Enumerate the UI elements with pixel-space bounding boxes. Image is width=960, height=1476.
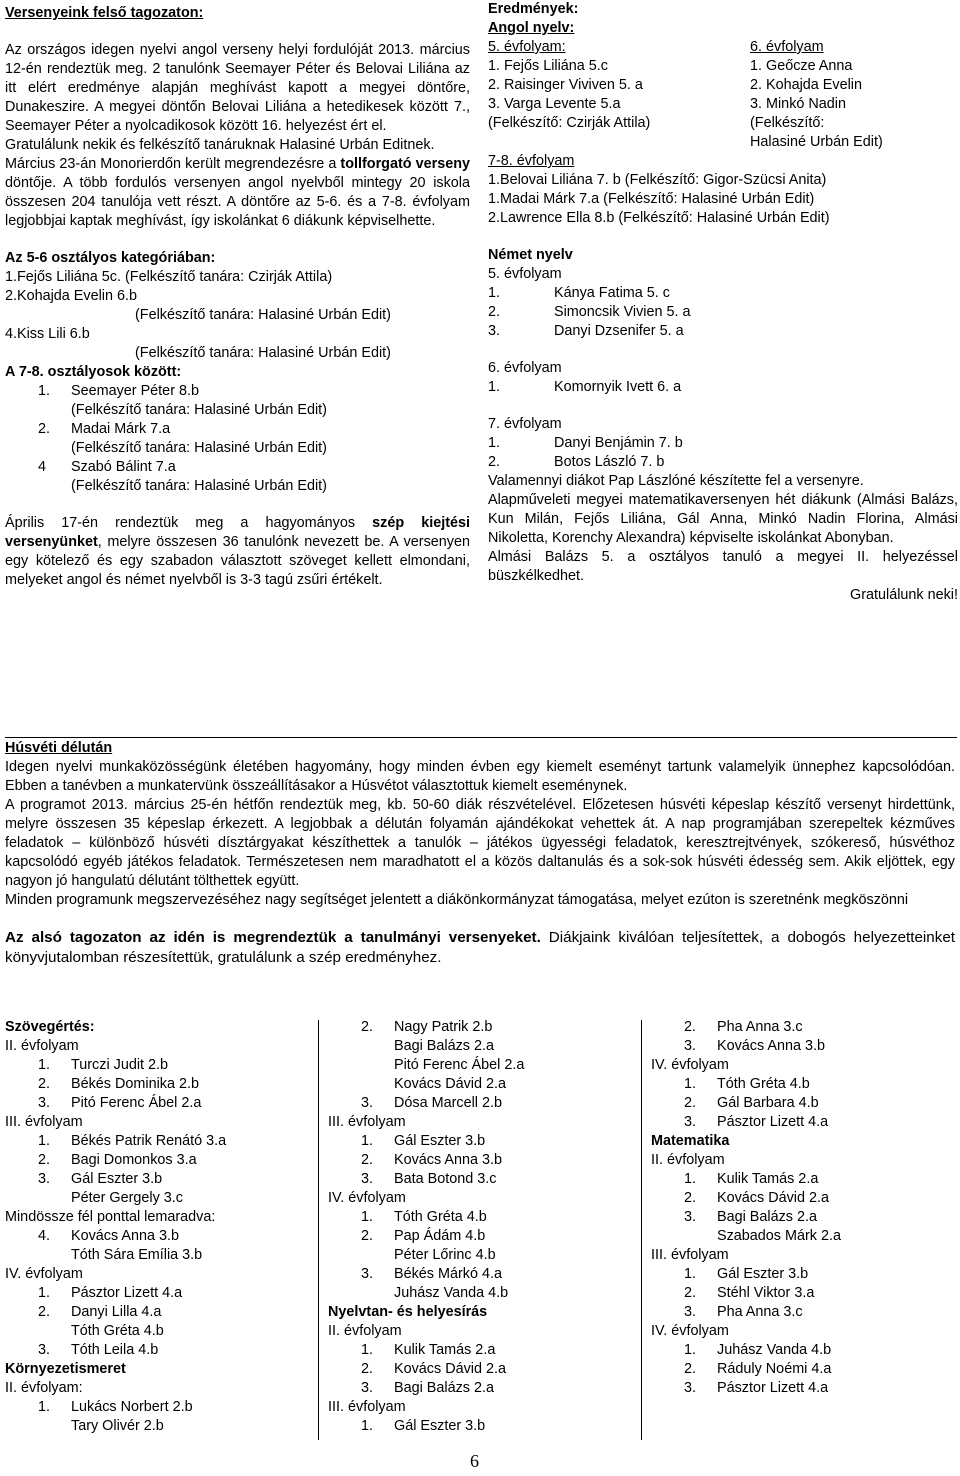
list-item xyxy=(651,1094,956,1113)
list-text: Tóth Leila 4.b xyxy=(71,1342,159,1358)
list-text: Danyi Dzsenifer 5. a xyxy=(554,323,684,339)
results-cell-grade5: 3. Varga Levente 5.a xyxy=(488,96,621,112)
list-item xyxy=(5,1094,315,1113)
list-number: 1. xyxy=(38,1057,51,1073)
list-item xyxy=(328,1170,638,1189)
german-grade5-label: 5. évfolyam xyxy=(488,266,562,282)
list-number: 1. xyxy=(488,285,501,301)
list-text: Kovács Anna 3.b xyxy=(394,1152,503,1168)
list-number: 1. xyxy=(361,1418,374,1434)
results-row xyxy=(488,57,958,76)
list-text: Gál Eszter 3.b xyxy=(71,1171,163,1187)
list-text: Bagi Balázs 2.a xyxy=(717,1209,817,1225)
results-cell-grade5: 1. Fejős Liliána 5.c xyxy=(488,58,608,74)
list-text: Gál Eszter 3.b xyxy=(717,1266,809,1282)
list-item xyxy=(328,1132,638,1151)
list-number: 3. xyxy=(684,1380,697,1396)
list-number xyxy=(5,477,71,496)
list-item xyxy=(5,1341,315,1360)
list-item xyxy=(5,1075,315,1094)
list-text: Botos László 7. b xyxy=(554,454,665,470)
list-text: Danyi Benjámin 7. b xyxy=(554,435,683,451)
german-grade5-list xyxy=(488,284,958,341)
list-text: Dósa Marcell 2.b xyxy=(394,1095,502,1111)
list-number: 4 xyxy=(38,459,47,475)
results-cell-grade5: 2. Raisinger Viviven 5. a xyxy=(488,77,643,93)
subject-heading: Környezetismeret xyxy=(5,1361,126,1377)
list-item xyxy=(488,434,958,453)
list-number: 4. xyxy=(38,1228,51,1244)
paragraph-tollforgato: Március 23-án Monorierdőn került megrendezésre a tollforgató verseny döntője. A több fordulós versenyen angol nyelvből mintegy 20 iskola összesen 204 tanulója vett részt. A döntőre az 5-6. és a 7-8. évfolyam legjobbjai kaptak meghívást, így iskolánkat 6 diákunk képviselhette. xyxy=(5,156,470,229)
list-number: 3. xyxy=(361,1095,374,1111)
list-text: Bagi Balázs 2.a xyxy=(394,1380,494,1396)
list-number: 3. xyxy=(38,1342,51,1358)
list-item: Kovács Dávid 2.a xyxy=(394,1076,506,1092)
list-number: 2. xyxy=(684,1190,697,1206)
list-text: (Felkészítő tanára: Halasiné Urbán Edit) xyxy=(71,440,327,456)
list-item: Péter Gergely 3.c xyxy=(71,1190,183,1206)
list-item xyxy=(651,1360,956,1379)
list-text: Kovács Dávid 2.a xyxy=(394,1361,506,1377)
german-grade6-list xyxy=(488,378,958,397)
list-item xyxy=(651,1341,956,1360)
grade-label: III. évfolyam xyxy=(328,1399,406,1415)
subject-heading: Matematika xyxy=(651,1133,730,1149)
list-text: Pásztor Lizett 4.a xyxy=(71,1285,183,1301)
list-text: Kánya Fatima 5. c xyxy=(554,285,670,301)
congrats-text: Gratulálunk neki! xyxy=(850,587,958,603)
list-number: 2. xyxy=(38,1304,51,1320)
list-number: 3. xyxy=(361,1380,374,1396)
list-item xyxy=(651,1075,956,1094)
grade5-label: 5. évfolyam: xyxy=(488,39,566,55)
results-cell-grade6: 3. Minkó Nadin xyxy=(750,96,846,112)
list-item xyxy=(328,1227,638,1246)
list-item xyxy=(5,477,470,496)
cat56-line: 1.Fejős Liliána 5c. (Felkészítő tanára: Czirják Attila) xyxy=(5,269,333,285)
grade-label: II. évfolyam: xyxy=(5,1380,83,1396)
lower-school-paragraph: Az alsó tagozaton az idén is megrendeztük a tanulmányi versenyeket. Diákjaink kiválóan teljesítettek, a dobogós helyezetteinket könyvjutalomban részesítettük, gratulálunk a szép eredményhez. xyxy=(5,929,955,966)
grade-label: IV. évfolyam xyxy=(651,1057,729,1073)
list-number: 2. xyxy=(361,1228,374,1244)
grade-label: II. évfolyam xyxy=(651,1152,725,1168)
grade-label: III. évfolyam xyxy=(328,1114,406,1130)
list-item xyxy=(5,382,470,401)
list-text: Pásztor Lizett 4.a xyxy=(717,1114,829,1130)
list-text: Pásztor Lizett 4.a xyxy=(717,1380,829,1396)
list-item xyxy=(651,1037,956,1056)
results-title: Eredmények: xyxy=(488,1,579,17)
easter-section xyxy=(5,739,955,968)
german-grade7-label: 7. évfolyam xyxy=(488,416,562,432)
grade-label: Mindössze fél ponttal lemaradva: xyxy=(5,1209,216,1225)
list-text: Kovács Anna 3.b xyxy=(71,1228,180,1244)
easter-title: Húsvéti délután xyxy=(5,740,113,756)
paragraph-pronunciation: Április 17-én rendeztük meg a hagyományos szép kiejtési versenyünket, melyre összesen 36 tanulónk nevezett be. A versenyen egy kötelező és egy szabadon választott szöveget kellett elmondani, melyeket angol és német nyelvből is 3-3 tagú zsűri értékelt. xyxy=(5,515,470,588)
list-text: Kulik Tamás 2.a xyxy=(394,1342,496,1358)
category-78-title: A 7-8. osztályosok között: xyxy=(5,364,182,380)
list-item xyxy=(328,1094,638,1113)
german-title: Német nyelv xyxy=(488,247,573,263)
subject-heading: Nyelvtan- és helyesírás xyxy=(328,1304,488,1320)
list-number: 3. xyxy=(38,1171,51,1187)
list-item xyxy=(328,1379,638,1398)
grade-label: III. évfolyam xyxy=(651,1247,729,1263)
results-cell-grade6: 2. Kohajda Evelin xyxy=(750,77,863,93)
left-column xyxy=(5,4,470,590)
list-number: 3. xyxy=(684,1304,697,1320)
list-text: Kovács Anna 3.b xyxy=(717,1038,826,1054)
list-number: 1. xyxy=(38,1399,51,1415)
list-text: Danyi Lilla 4.a xyxy=(71,1304,162,1320)
list-text: Ráduly Noémi 4.a xyxy=(717,1361,832,1377)
list-text: Lukács Norbert 2.b xyxy=(71,1399,193,1415)
list-number: 1. xyxy=(684,1076,697,1092)
grade78-line: 1.Belovai Liliána 7. b (Felkészítő: Gigor-Szücsi Anita) xyxy=(488,172,827,188)
list-item xyxy=(328,1341,638,1360)
list-number: 2. xyxy=(684,1285,697,1301)
page-number: 6 xyxy=(470,1451,479,1471)
list-item: Tóth Gréta 4.b xyxy=(71,1323,164,1339)
bottom-column-1 xyxy=(5,1018,315,1436)
list-number xyxy=(5,439,71,458)
list-item xyxy=(651,1379,956,1398)
list-number: 1. xyxy=(361,1342,374,1358)
list-text: Békés Patrik Renátó 3.a xyxy=(71,1133,227,1149)
right-column xyxy=(488,0,958,605)
list-text: (Felkészítő tanára: Halasiné Urbán Edit) xyxy=(71,478,327,494)
list-item xyxy=(5,1132,315,1151)
grade-label: II. évfolyam xyxy=(328,1323,402,1339)
list-number: 2. xyxy=(684,1361,697,1377)
list-number: 1. xyxy=(488,435,501,451)
list-item: Szabados Márk 2.a xyxy=(717,1228,841,1244)
list-item xyxy=(651,1189,956,1208)
results-cell-grade5: (Felkészítő: Czirják Attila) xyxy=(488,115,651,131)
list-item xyxy=(5,420,470,439)
column-divider xyxy=(641,1020,642,1440)
cat56-line: 4.Kiss Lili 6.b xyxy=(5,326,90,342)
list-item xyxy=(328,1018,638,1037)
list-item xyxy=(5,1170,315,1189)
german-grade6-label: 6. évfolyam xyxy=(488,360,562,376)
english-title: Angol nyelv: xyxy=(488,20,575,36)
cat56-line: (Felkészítő tanára: Halasiné Urbán Edit) xyxy=(135,307,391,323)
paragraph-congrats-teacher: Gratulálunk nekik és felkészítő tanáruknak Halasiné Urbán Editnek. xyxy=(5,137,435,153)
results-cell-grade6: 1. Geőcze Anna xyxy=(750,58,853,74)
list-number: 2. xyxy=(488,304,501,320)
list-item xyxy=(651,1284,956,1303)
list-number xyxy=(5,401,71,420)
list-text: Madai Márk 7.a xyxy=(71,421,171,437)
list-item xyxy=(488,453,958,472)
list-text: Tóth Gréta 4.b xyxy=(394,1209,487,1225)
list-number: 2. xyxy=(38,421,51,437)
list-item xyxy=(488,303,958,322)
list-text: Pha Anna 3.c xyxy=(717,1019,803,1035)
list-item xyxy=(5,1151,315,1170)
list-item xyxy=(651,1018,956,1037)
list-text: Bata Botond 3.c xyxy=(394,1171,497,1187)
list-number: 1. xyxy=(488,379,501,395)
paragraph-english-competition: Az országos idegen nyelvi angol verseny helyi fordulóját 2013. március 12-én rendeztük meg. 2 tanulónk Seemayer Péter és Belovai Liliána az itt elért eredménye alapján meghívást kapott a megyei döntőre, Dunakeszire. A megyei döntőn Belovai Liliána a hetedikesek között 7., Seemayer Péter a nyolcadikosok között 16. helyezést ért el. xyxy=(5,42,470,134)
german-grade7-list xyxy=(488,434,958,472)
results-cell-grade6: Halasiné Urbán Edit) xyxy=(750,134,883,150)
list-item xyxy=(651,1265,956,1284)
grade-label: III. évfolyam xyxy=(5,1114,83,1130)
list-text: Turczi Judit 2.b xyxy=(71,1057,169,1073)
grade-label: II. évfolyam xyxy=(5,1038,79,1054)
list-number: 3. xyxy=(684,1038,697,1054)
list-item: Péter Lőrinc 4.b xyxy=(394,1247,496,1263)
bottom-column-3 xyxy=(651,1018,956,1398)
grade-label: IV. évfolyam xyxy=(651,1323,729,1339)
list-item xyxy=(328,1151,638,1170)
cat56-line: (Felkészítő tanára: Halasiné Urbán Edit) xyxy=(135,345,391,361)
list-text: (Felkészítő tanára: Halasiné Urbán Edit) xyxy=(71,402,327,418)
list-number: 3. xyxy=(361,1171,374,1187)
easter-paragraph-3: Minden programunk megszervezéséhez nagy segítséget jelentett a diákönkormányzat támogatása, melyet ezúton is szeretnénk megköszönni xyxy=(5,892,909,908)
list-number: 2. xyxy=(488,454,501,470)
results-cell-grade5 xyxy=(488,133,750,152)
list-number: 3. xyxy=(684,1209,697,1225)
list-text: Pitó Ferenc Ábel 2.a xyxy=(71,1095,202,1111)
list-text: Juhász Vanda 4.b xyxy=(717,1342,832,1358)
column-divider xyxy=(318,1020,319,1440)
paragraph-math: Alapműveleti megyei matematikaversenyen hét diákunk (Almási Balázs, Kun Milán, Fejős Liliána, Gál Anna, Minkó Nadin Florina, Almási Nikoletta, Korenchy Alexandra) képviselte iskolánkat Abonyban. xyxy=(488,492,958,546)
list-text: Kovács Dávid 2.a xyxy=(717,1190,829,1206)
grade-label: IV. évfolyam xyxy=(5,1266,83,1282)
list-text: Simoncsik Vivien 5. a xyxy=(554,304,691,320)
list-text: Pap Ádám 4.b xyxy=(394,1228,486,1244)
list-text: Pha Anna 3.c xyxy=(717,1304,803,1320)
list-number: 1. xyxy=(361,1209,374,1225)
list-item xyxy=(5,458,470,477)
list-item xyxy=(5,1227,315,1246)
list-item xyxy=(651,1208,956,1227)
easter-paragraph-1: Idegen nyelvi munkaközösségünk életében hagyomány, hogy minden évben egy kiemelt eseményt tartunk valamelyik ünnephez kapcsolódóan. Ebben a tanévben a munkatervünk összeállításakor a Húsvétot választottuk kiemelt eseménynek. xyxy=(5,759,955,794)
list-item: Tary Olivér 2.b xyxy=(71,1418,164,1434)
list-item xyxy=(5,1398,315,1417)
subject-heading: Szövegértés: xyxy=(5,1019,95,1035)
list-number: 2. xyxy=(361,1019,374,1035)
list-item xyxy=(651,1170,956,1189)
bottom-column-2 xyxy=(328,1018,638,1436)
list-text: Kulik Tamás 2.a xyxy=(717,1171,819,1187)
list-item xyxy=(328,1265,638,1284)
list-item xyxy=(651,1303,956,1322)
results-row xyxy=(488,95,958,114)
results-row xyxy=(488,114,958,133)
list-text: Komornyik Ivett 6. a xyxy=(554,379,682,395)
list-text: Szabó Bálint 7.a xyxy=(71,459,176,475)
category-56-title: Az 5-6 osztályos kategóriában: xyxy=(5,250,216,266)
results-cell-grade6: (Felkészítő: xyxy=(750,115,825,131)
list-item xyxy=(488,322,958,341)
list-text: Gál Barbara 4.b xyxy=(717,1095,819,1111)
list-number: 3. xyxy=(38,1095,51,1111)
paragraph-prep: Valamennyi diákot Pap Lászlóné készítette fel a versenyre. xyxy=(488,473,864,489)
list-number: 1. xyxy=(684,1342,697,1358)
list-item: Pitó Ferenc Ábel 2.a xyxy=(394,1057,525,1073)
paragraph-almasi: Almási Balázs 5. a osztályos tanuló a megyei II. helyezéssel büszkélkedhet. xyxy=(488,549,958,584)
list-item: Bagi Balázs 2.a xyxy=(394,1038,494,1054)
list-text: Békés Márkó 4.a xyxy=(394,1266,502,1282)
list-item xyxy=(488,284,958,303)
grade78-label: 7-8. évfolyam xyxy=(488,153,575,169)
list-number: 1. xyxy=(684,1171,697,1187)
list-item xyxy=(5,1303,315,1322)
list-item xyxy=(5,1056,315,1075)
grade78-line: 1.Madai Márk 7.a (Felkészítő: Halasiné Urbán Edit) xyxy=(488,191,815,207)
list-text: Békés Dominika 2.b xyxy=(71,1076,199,1092)
list-text: Gál Eszter 3.b xyxy=(394,1133,486,1149)
list-item xyxy=(5,401,470,420)
grade6-label: 6. évfolyam xyxy=(750,39,824,55)
list-number: 3. xyxy=(488,323,501,339)
list-number: 1. xyxy=(38,1285,51,1301)
list-number: 1. xyxy=(684,1266,697,1282)
list-number: 2. xyxy=(361,1152,374,1168)
list-text: Stéhl Viktor 3.a xyxy=(717,1285,815,1301)
grade-label: IV. évfolyam xyxy=(328,1190,406,1206)
heading-upper-competitions: Versenyeink felső tagozaton: xyxy=(5,5,204,21)
list-number: 2. xyxy=(38,1076,51,1092)
list-number: 2. xyxy=(38,1152,51,1168)
list-number: 1. xyxy=(38,1133,51,1149)
list-item xyxy=(5,1284,315,1303)
section-divider xyxy=(5,737,957,738)
list-text: Bagi Domonkos 3.a xyxy=(71,1152,197,1168)
list-item xyxy=(651,1113,956,1132)
easter-paragraph-2: A programot 2013. március 25-én hétfőn rendeztük meg, kb. 50-60 diák részvételével. Előzetesen húsvéti képeslap készítő versenyt hirdettünk, melyre összesen 35 képeslap érkezett. A legjobbak a délután folyamán ajándékokat vehettek át. A nap programjában szerepeltek kézműves feladatok – különböző húsvéti dísztárgyakat készíthettek a tanulók – játékos ügyességi feladatok, keresztrejtvények, szókereső, húsvéthoz kapcsolódó egyéb játékos feladatok. Természetesen nem maradhatott el a közös daltanulás és a sok-sok húsvéti édesség sem. Akik eljöttek, egy nagyon jó hangulatú délutánt tölthettek együtt. xyxy=(5,797,955,889)
list-text: Nagy Patrik 2.b xyxy=(394,1019,493,1035)
list-number: 1. xyxy=(361,1133,374,1149)
list-text: Seemayer Péter 8.b xyxy=(71,383,199,399)
list-number: 1. xyxy=(38,383,51,399)
list-item xyxy=(328,1208,638,1227)
list-number: 3. xyxy=(361,1266,374,1282)
english-results-grid xyxy=(488,57,958,152)
list-item: Tóth Sára Emília 3.b xyxy=(71,1247,203,1263)
list-item xyxy=(328,1360,638,1379)
list-item xyxy=(328,1417,638,1436)
results-row xyxy=(488,76,958,95)
list-item: Juhász Vanda 4.b xyxy=(394,1285,509,1301)
grade78-line: 2.Lawrence Ella 8.b (Felkészítő: Halasiné Urbán Edit) xyxy=(488,210,830,226)
list-text: Gál Eszter 3.b xyxy=(394,1418,486,1434)
category-78-list xyxy=(5,382,470,496)
list-item xyxy=(488,378,958,397)
list-number: 3. xyxy=(684,1114,697,1130)
list-number: 2. xyxy=(361,1361,374,1377)
results-row xyxy=(488,133,958,152)
list-text: Tóth Gréta 4.b xyxy=(717,1076,810,1092)
list-number: 2. xyxy=(684,1019,697,1035)
list-number: 2. xyxy=(684,1095,697,1111)
list-item xyxy=(5,439,470,458)
cat56-line: 2.Kohajda Evelin 6.b xyxy=(5,288,138,304)
